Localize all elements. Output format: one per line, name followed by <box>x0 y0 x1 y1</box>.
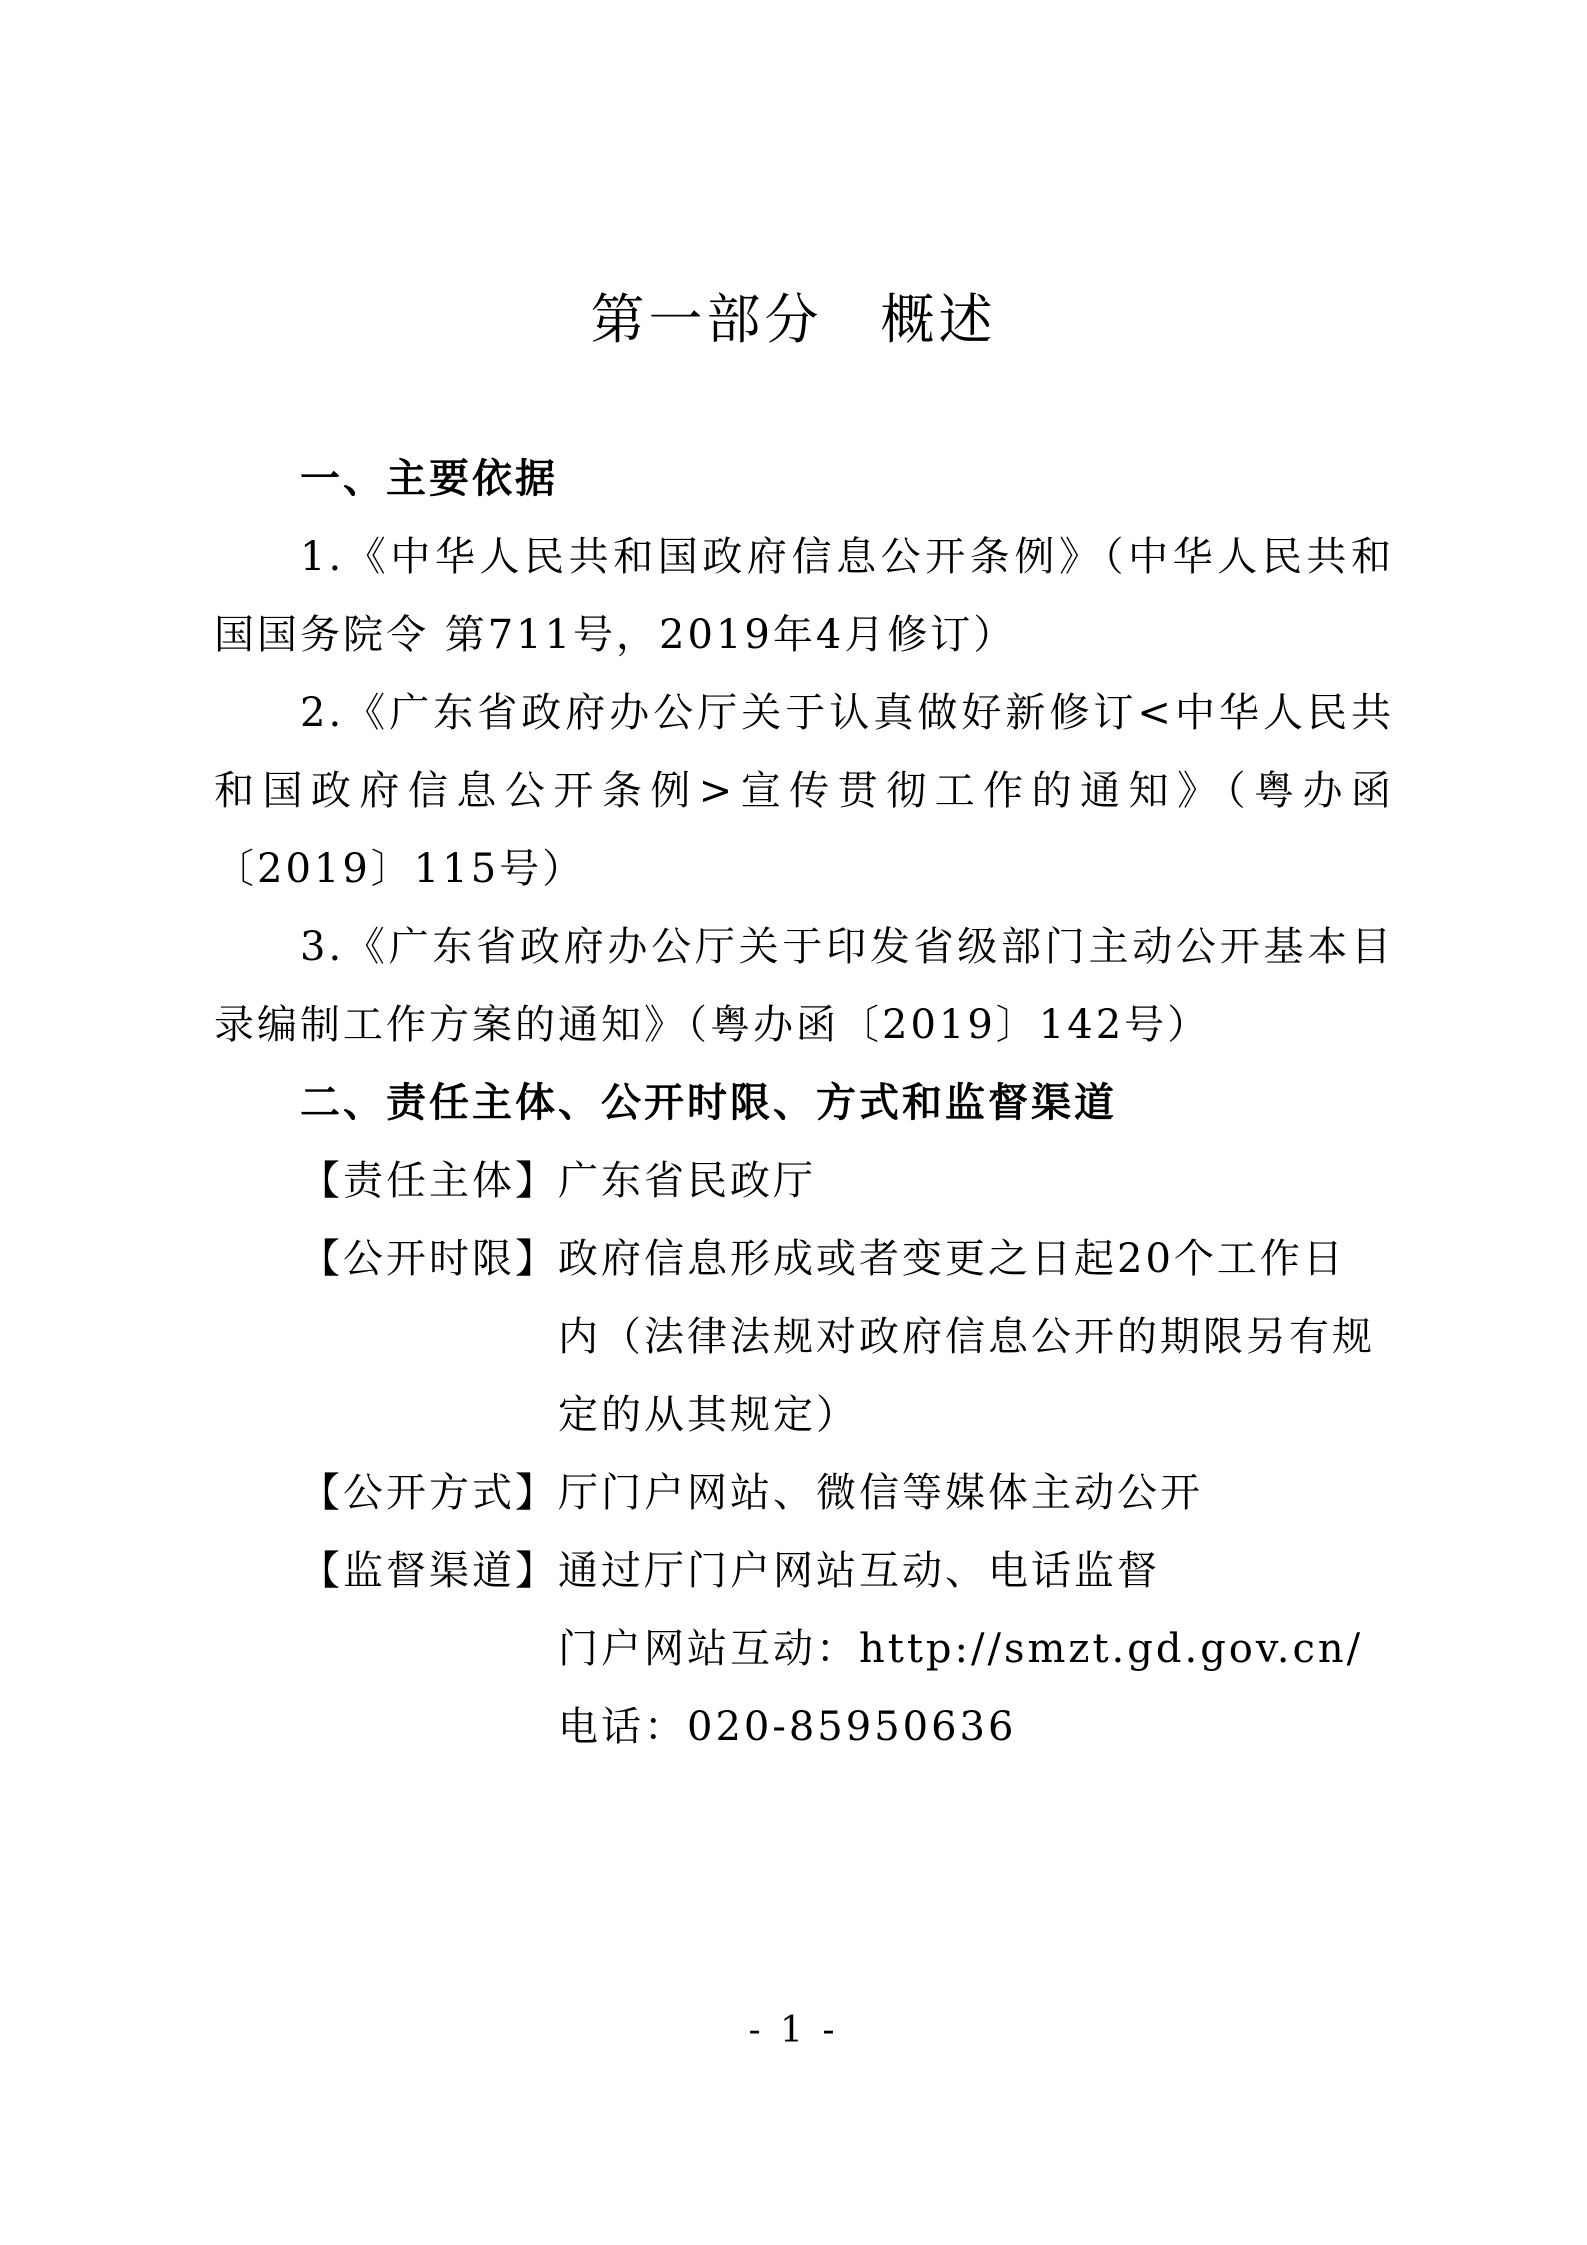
row-value-time-limit <box>558 1220 1394 1454</box>
row-label-supervision-channel: 【监督渠道】 <box>300 1548 558 1594</box>
time-limit-text: 政府信息形成或者变更之日起20个工作日内（法律法规对政府信息公开的期限另有规定的从其规定） <box>558 1236 1375 1438</box>
supervision-channel-text: 通过厅门户网站互动、电话监督 <box>558 1548 1160 1594</box>
document-body <box>214 440 1394 1766</box>
website-link[interactable]: 门户网站互动：http://smzt.gd.gov.cn/ <box>558 1626 1364 1672</box>
row-disclosure-method <box>214 1454 1394 1532</box>
row-label-time-limit: 【公开时限】 <box>300 1236 558 1282</box>
row-time-limit <box>214 1220 1394 1454</box>
row-supervision-channel <box>214 1532 1394 1766</box>
row-value-supervision-channel <box>558 1532 1394 1766</box>
row-value-responsible-body <box>558 1142 1394 1220</box>
responsible-body-text: 广东省民政厅 <box>558 1158 816 1204</box>
section-heading-responsibility: 二、责任主体、公开时限、方式和监督渠道 <box>300 1080 1117 1126</box>
basis-item-3: 3.《广东省政府办公厅关于印发省级部门主动公开基本目录编制工作方案的通知》（粤办函〔2019〕142号） <box>214 924 1394 1048</box>
row-responsible-body <box>214 1142 1394 1220</box>
disclosure-method-text: 厅门户网站、微信等媒体主动公开 <box>558 1470 1203 1516</box>
row-label-disclosure-method: 【公开方式】 <box>300 1470 558 1516</box>
basis-item-1: 1.《中华人民共和国政府信息公开条例》（中华人民共和国国务院令 第711号，2019年4月修订） <box>214 534 1394 658</box>
row-value-disclosure-method <box>558 1454 1394 1532</box>
basis-item-2: 2.《广东省政府办公厅关于认真做好新修订<中华人民共和国政府信息公开条例>宣传贯彻工作的通知》（粤办函〔2019〕115号） <box>214 690 1394 892</box>
row-label-responsible-body: 【责任主体】 <box>300 1158 558 1204</box>
page-number: - 1 - <box>748 2010 839 2051</box>
section-heading-basis: 一、主要依据 <box>300 456 558 502</box>
page-title: 第一部分 概述 <box>590 288 997 351</box>
phone-number: 电话：020-85950636 <box>558 1704 1017 1750</box>
